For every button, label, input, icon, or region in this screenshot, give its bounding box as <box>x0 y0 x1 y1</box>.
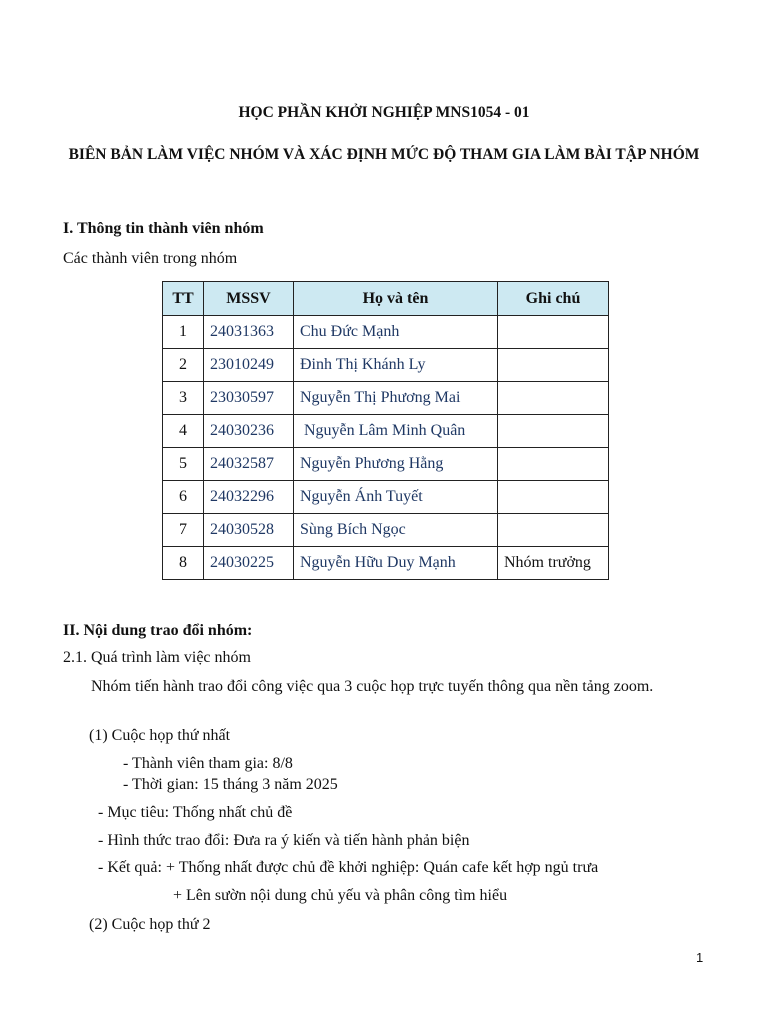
meeting-1-format: - Hình thức trao đổi: Đưa ra ý kiến và tiến hành phản biện <box>98 832 470 849</box>
cell-mssv: 24030528 <box>204 514 294 547</box>
intro-paragraph: Nhóm tiến hành trao đổi công việc qua 3 cuộc họp trực tuyến thông qua nền tảng zoom. <box>91 678 654 695</box>
meeting-1-result: - Kết quả: + Thống nhất được chủ đề khởi nghiệp: Quán cafe kết hợp ngủ trưa <box>98 859 599 876</box>
section-heading-members: I. Thông tin thành viên nhóm <box>63 220 264 237</box>
meeting-1-members: - Thành viên tham gia: 8/8 <box>123 755 293 772</box>
table-header-row <box>163 282 609 316</box>
cell-mssv: 24030236 <box>204 415 294 448</box>
cell-mssv: 23030597 <box>204 382 294 415</box>
meeting-1-time: - Thời gian: 15 tháng 3 năm 2025 <box>123 776 338 793</box>
cell-tt: 7 <box>163 514 204 547</box>
cell-note <box>498 415 609 448</box>
course-title: HỌC PHẦN KHỞI NGHIỆP MNS1054 - 01 <box>238 104 530 121</box>
members-table <box>162 281 609 580</box>
section-heading-discussion: II. Nội dung trao đổi nhóm: <box>63 622 253 639</box>
cell-name: Nguyễn Phương Hằng <box>294 448 498 481</box>
cell-name: Đinh Thị Khánh Ly <box>294 349 498 382</box>
cell-note <box>498 481 609 514</box>
cell-name: Nguyễn Lâm Minh Quân <box>294 415 498 448</box>
cell-mssv: 24032587 <box>204 448 294 481</box>
cell-note: Nhóm trưởng <box>498 547 609 580</box>
cell-name: Nguyễn Hữu Duy Mạnh <box>294 547 498 580</box>
cell-mssv: 24031363 <box>204 316 294 349</box>
table-row <box>163 448 609 481</box>
cell-tt: 8 <box>163 547 204 580</box>
cell-note <box>498 382 609 415</box>
document-title: BIÊN BẢN LÀM VIỆC NHÓM VÀ XÁC ĐỊNH MỨC ĐỘ THAM GIA LÀM BÀI TẬP NHÓM <box>68 146 700 163</box>
table-row <box>163 382 609 415</box>
cell-note <box>498 448 609 481</box>
col-header-mssv: MSSV <box>204 282 294 316</box>
table-row <box>163 481 609 514</box>
page-number: 1 <box>696 950 704 965</box>
table-row <box>163 415 609 448</box>
table-row <box>163 349 609 382</box>
cell-name: Sùng Bích Ngọc <box>294 514 498 547</box>
cell-tt: 4 <box>163 415 204 448</box>
cell-name: Nguyễn Thị Phương Mai <box>294 382 498 415</box>
col-header-name: Họ và tên <box>294 282 498 316</box>
meeting-2-title: (2) Cuộc họp thứ 2 <box>89 916 211 933</box>
table-row <box>163 514 609 547</box>
table-row <box>163 316 609 349</box>
cell-tt: 2 <box>163 349 204 382</box>
meeting-1-title: (1) Cuộc họp thứ nhất <box>89 727 231 744</box>
cell-name: Nguyễn Ánh Tuyết <box>294 481 498 514</box>
meeting-1-goal: - Mục tiêu: Thống nhất chủ đề <box>98 804 293 821</box>
cell-name: Chu Đức Mạnh <box>294 316 498 349</box>
cell-mssv: 23010249 <box>204 349 294 382</box>
cell-tt: 6 <box>163 481 204 514</box>
members-intro: Các thành viên trong nhóm <box>63 250 238 267</box>
subsection-heading: 2.1. Quá trình làm việc nhóm <box>63 649 251 666</box>
meeting-1-result-cont: + Lên sườn nội dung chủ yếu và phân công tìm hiểu <box>173 887 508 904</box>
cell-note <box>498 514 609 547</box>
cell-tt: 5 <box>163 448 204 481</box>
cell-tt: 1 <box>163 316 204 349</box>
table-row <box>163 547 609 580</box>
col-header-tt: TT <box>163 282 204 316</box>
cell-note <box>498 316 609 349</box>
cell-note <box>498 349 609 382</box>
col-header-note: Ghi chú <box>498 282 609 316</box>
cell-mssv: 24030225 <box>204 547 294 580</box>
cell-tt: 3 <box>163 382 204 415</box>
cell-mssv: 24032296 <box>204 481 294 514</box>
